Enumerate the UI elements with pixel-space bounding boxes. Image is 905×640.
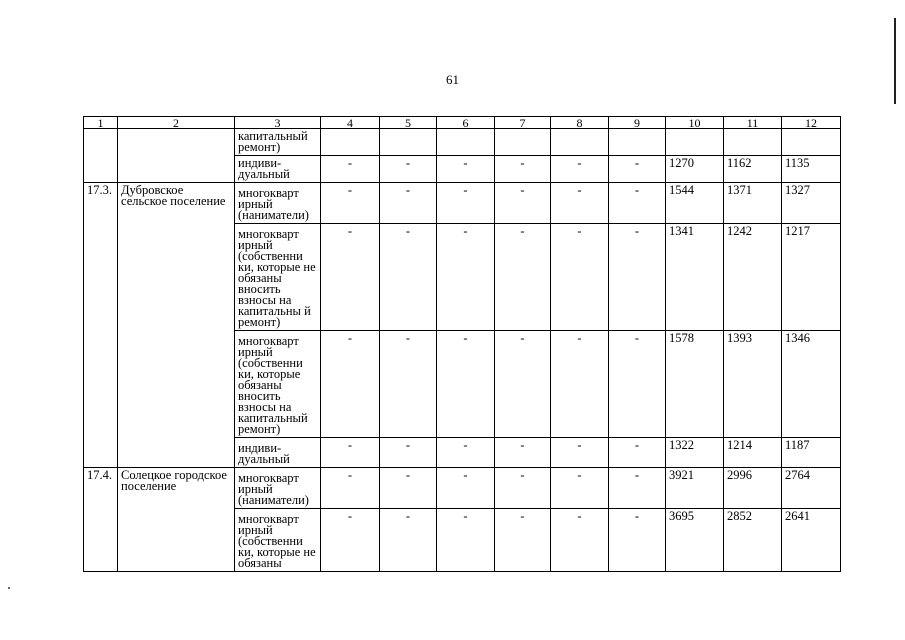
value-cell: - <box>380 331 437 438</box>
header-cell: 2 <box>118 117 235 129</box>
value-cell <box>437 129 495 156</box>
value-cell: - <box>609 468 666 509</box>
row-number: 17.4. <box>84 468 118 572</box>
housing-type: индиви-дуальный <box>235 438 321 468</box>
value-cell: 2852 <box>724 509 782 572</box>
value-cell: - <box>321 156 380 183</box>
settlement-name: Солецкое городское поселение <box>118 468 235 572</box>
value-cell: 1135 <box>782 156 841 183</box>
table-row <box>84 468 841 509</box>
value-cell: 1214 <box>724 438 782 468</box>
value-cell: 2996 <box>724 468 782 509</box>
value-cell: - <box>495 438 551 468</box>
value-cell: - <box>437 468 495 509</box>
housing-type: капитальный ремонт) <box>235 129 321 156</box>
value-cell: 1322 <box>666 438 724 468</box>
housing-type: многокварт ирный (собственни ки, которые обязаны вносить взносы на капитальный ремонт) <box>235 331 321 438</box>
value-cell: - <box>437 224 495 331</box>
value-cell: 1346 <box>782 331 841 438</box>
housing-type: многокварт ирный (собственни ки, которые не обязаны <box>235 509 321 572</box>
value-cell <box>724 129 782 156</box>
value-cell: - <box>437 156 495 183</box>
value-cell: - <box>437 183 495 224</box>
value-cell: - <box>321 438 380 468</box>
value-cell: - <box>321 331 380 438</box>
value-cell: - <box>551 156 609 183</box>
value-cell <box>321 129 380 156</box>
value-cell: - <box>551 509 609 572</box>
header-cell: 5 <box>380 117 437 129</box>
header-cell: 8 <box>551 117 609 129</box>
value-cell: 1393 <box>724 331 782 438</box>
housing-type: многокварт ирный (наниматели) <box>235 183 321 224</box>
row-number <box>84 129 118 183</box>
value-cell: - <box>495 509 551 572</box>
value-cell: - <box>551 438 609 468</box>
value-cell: - <box>380 156 437 183</box>
value-cell: - <box>321 468 380 509</box>
value-cell: - <box>380 224 437 331</box>
housing-type: многокварт ирный (собственни ки, которые не обязаны вносить взносы на капитальны й ремонт) <box>235 224 321 331</box>
value-cell: - <box>495 183 551 224</box>
value-cell <box>380 129 437 156</box>
page-edge-mark <box>894 18 896 104</box>
value-cell: - <box>321 509 380 572</box>
value-cell: 1187 <box>782 438 841 468</box>
value-cell: - <box>609 183 666 224</box>
header-cell: 6 <box>437 117 495 129</box>
value-cell: - <box>380 509 437 572</box>
value-cell: - <box>609 438 666 468</box>
header-cell: 9 <box>609 117 666 129</box>
value-cell: 2641 <box>782 509 841 572</box>
value-cell: - <box>437 438 495 468</box>
value-cell: - <box>609 509 666 572</box>
tariff-table <box>83 116 841 572</box>
value-cell: - <box>380 438 437 468</box>
value-cell <box>609 129 666 156</box>
page-number: 61 <box>446 72 459 87</box>
value-cell <box>782 129 841 156</box>
value-cell: - <box>609 224 666 331</box>
value-cell: - <box>321 224 380 331</box>
value-cell: - <box>551 183 609 224</box>
value-cell: - <box>495 224 551 331</box>
value-cell <box>666 129 724 156</box>
value-cell: - <box>495 156 551 183</box>
header-cell: 3 <box>235 117 321 129</box>
header-cell: 4 <box>321 117 380 129</box>
value-cell: - <box>321 183 380 224</box>
value-cell: 3695 <box>666 509 724 572</box>
header-cell: 11 <box>724 117 782 129</box>
table-row <box>84 183 841 224</box>
value-cell: - <box>609 156 666 183</box>
row-number: 17.3. <box>84 183 118 468</box>
value-cell: - <box>437 509 495 572</box>
value-cell: - <box>495 468 551 509</box>
scan-speck <box>8 587 10 589</box>
value-cell: 1544 <box>666 183 724 224</box>
value-cell: - <box>495 331 551 438</box>
value-cell: - <box>609 331 666 438</box>
value-cell: 1341 <box>666 224 724 331</box>
value-cell <box>551 129 609 156</box>
value-cell: 1242 <box>724 224 782 331</box>
settlement-name <box>118 129 235 183</box>
value-cell: 3921 <box>666 468 724 509</box>
value-cell: - <box>437 331 495 438</box>
value-cell <box>495 129 551 156</box>
value-cell: 1371 <box>724 183 782 224</box>
housing-type: индиви-дуальный <box>235 156 321 183</box>
value-cell: - <box>551 468 609 509</box>
value-cell: 1578 <box>666 331 724 438</box>
header-cell: 10 <box>666 117 724 129</box>
value-cell: 1327 <box>782 183 841 224</box>
housing-type: многокварт ирный (наниматели) <box>235 468 321 509</box>
header-cell: 1 <box>84 117 118 129</box>
settlement-name: Дубровское сельское поселение <box>118 183 235 468</box>
value-cell: - <box>551 224 609 331</box>
value-cell: 1217 <box>782 224 841 331</box>
header-cell: 7 <box>495 117 551 129</box>
value-cell: 1162 <box>724 156 782 183</box>
header-row <box>84 117 841 129</box>
value-cell: 1270 <box>666 156 724 183</box>
value-cell: - <box>551 331 609 438</box>
table-row <box>84 129 841 156</box>
value-cell: - <box>380 468 437 509</box>
value-cell: 2764 <box>782 468 841 509</box>
value-cell: - <box>380 183 437 224</box>
header-cell: 12 <box>782 117 841 129</box>
